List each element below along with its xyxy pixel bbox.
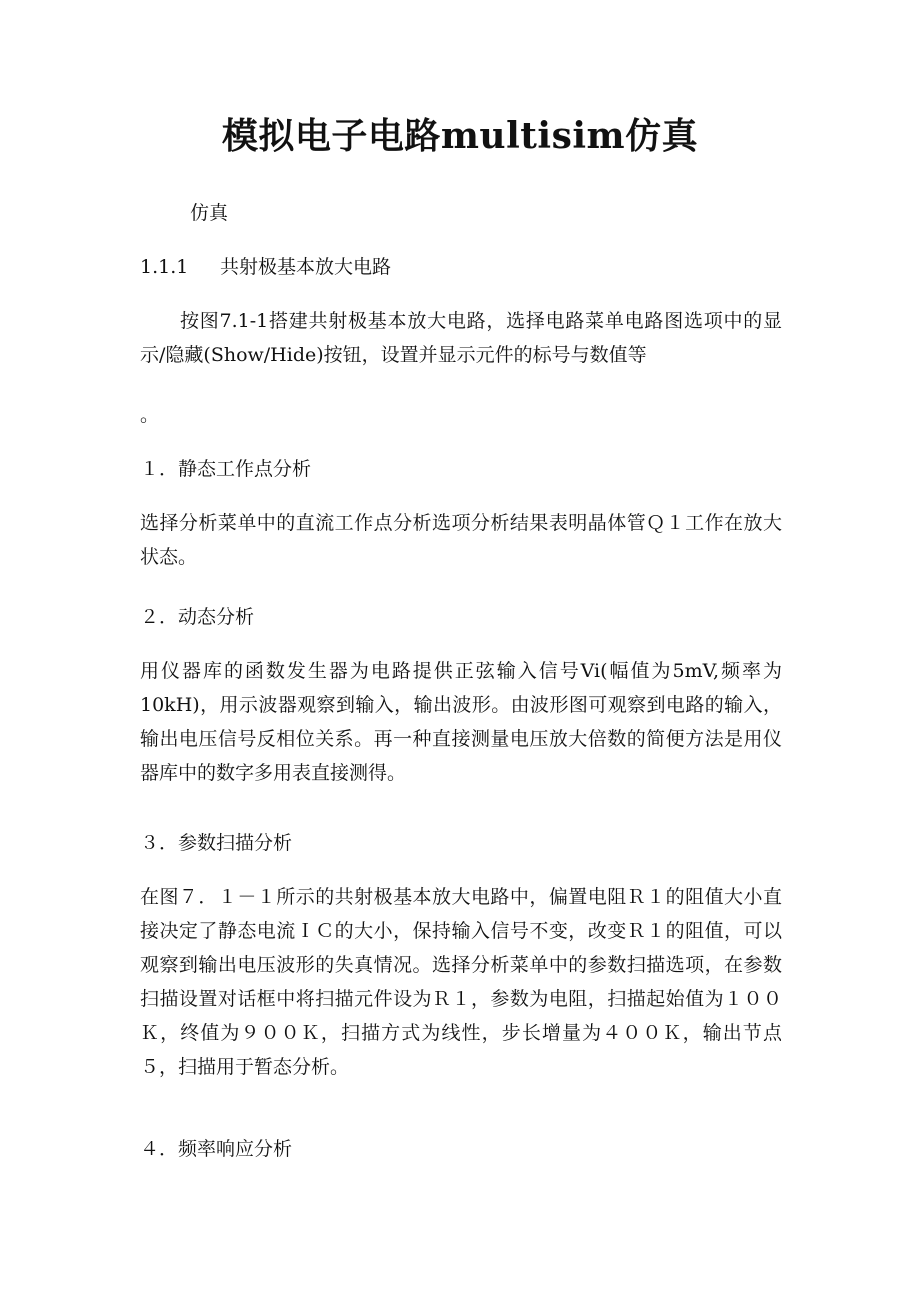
intro-end-mark: 。: [140, 404, 160, 426]
item-heading-parameter-sweep: ３．参数扫描分析: [140, 832, 293, 854]
document-title: 模拟电子电路multisim仿真: [221, 115, 699, 157]
item-heading-dynamic-analysis: ２．动态分析: [140, 606, 255, 628]
item-body-static-analysis: 选择分析菜单中的直流工作点分析选项分析结果表明晶体管Ｑ１工作在放大状态。: [140, 512, 782, 568]
item-heading-frequency-response: ４．频率响应分析: [140, 1138, 293, 1160]
section-heading: [140, 250, 391, 284]
item-body-dynamic-analysis: 用仪器库的函数发生器为电路提供正弦输入信号Vi(幅值为5mV,频率为10kH)，用示波器观察到输入，输出波形。由波形图可观察到电路的输入，输出电压信号反相位关系。再一种直接测量电压放大倍数的简便方法是用仪器库中的数字多用表直接测得。: [140, 660, 782, 784]
section-number: 1.1.1: [140, 256, 189, 278]
subtitle: 仿真: [190, 202, 229, 224]
section-title: 共射极基本放大电路: [220, 256, 392, 278]
item-heading-static-analysis: １．静态工作点分析: [140, 458, 312, 480]
item-body-parameter-sweep: 在图７．１－１所示的共射极基本放大电路中，偏置电阻Ｒ１的阻值大小直接决定了静态电流ＩＣ的大小，保持输入信号不变，改变Ｒ１的阻值，可以观察到输出电压波形的失真情况。选择分析菜单中的参数扫描选项，在参数扫描设置对话框中将扫描元件设为Ｒ１，参数为电阻，扫描起始值为１００Ｋ，终值为９００Ｋ，扫描方式为线性，步长增量为４００Ｋ，输出节点５，扫描用于暂态分析。: [140, 886, 782, 1078]
intro-paragraph: 按图7.1-1搭建共射极基本放大电路，选择电路菜单电路图选项中的显示/隐藏(Show/Hide)按钮，设置并显示元件的标号与数值等: [140, 310, 782, 366]
